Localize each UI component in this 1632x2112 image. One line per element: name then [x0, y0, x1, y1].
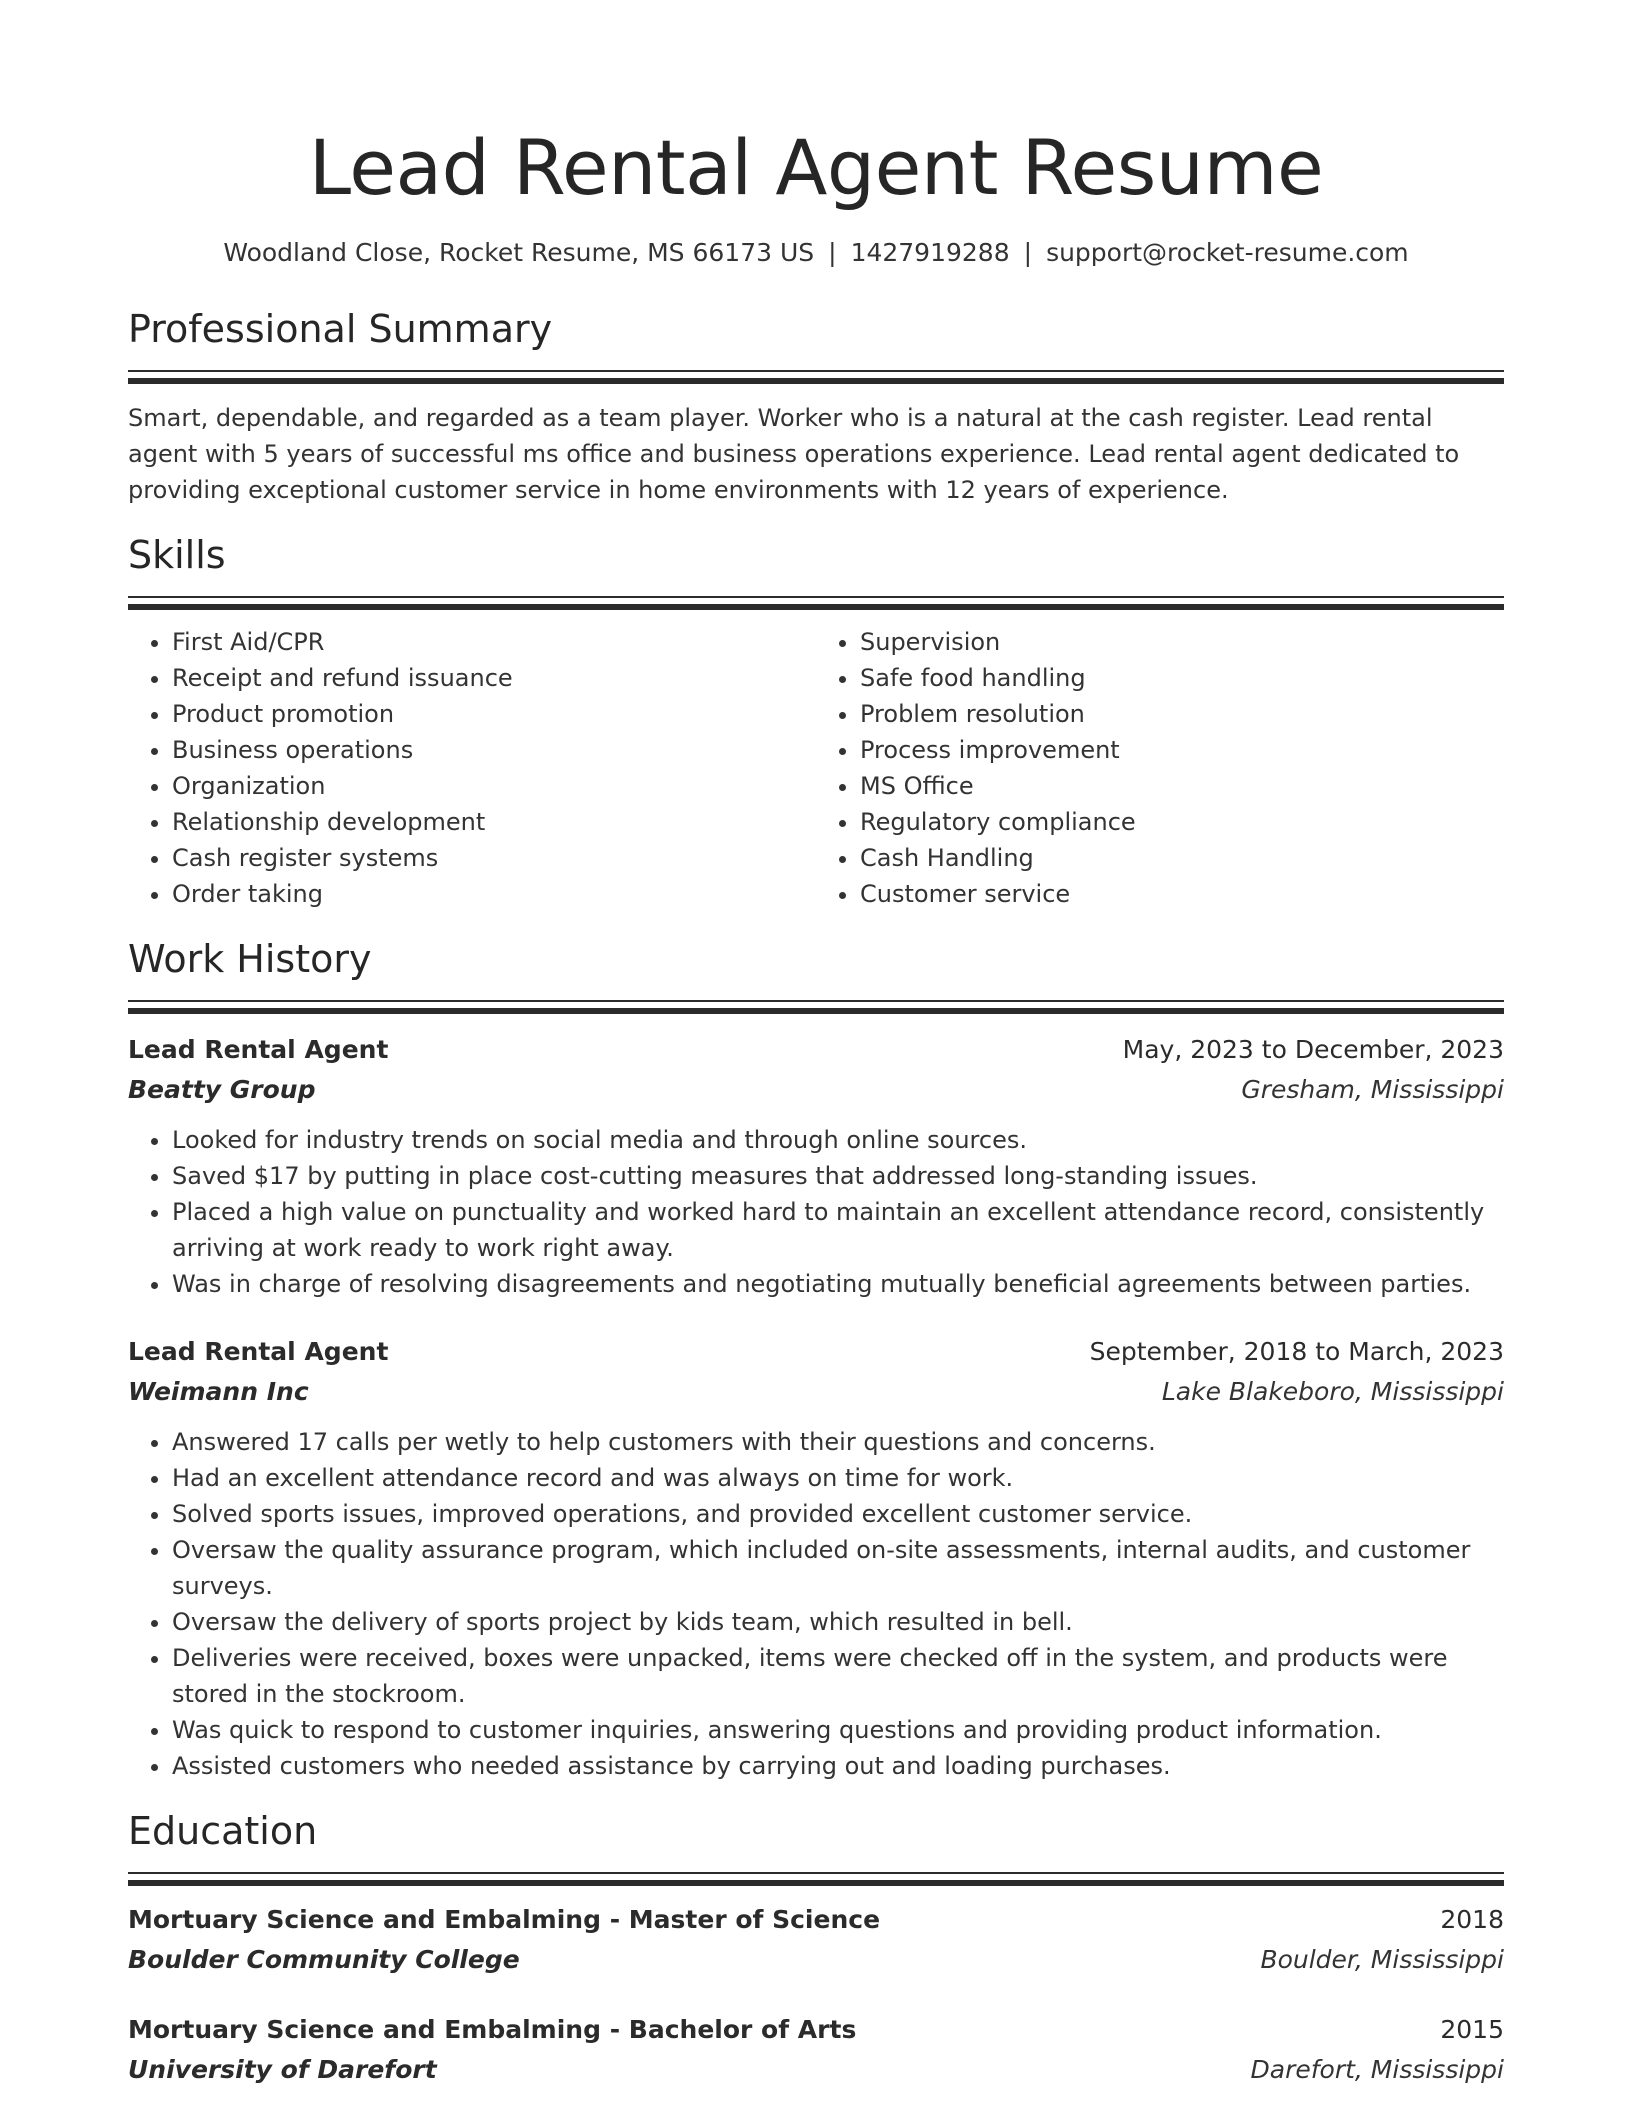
skills-list-right — [816, 624, 1504, 912]
job-bullet: • Placed a high value on punctuality and worked hard to maintain an excellent attendance record, consistently arriving at work ready to work right away. — [172, 1194, 1504, 1266]
job-entry — [128, 1332, 1504, 1784]
job-bullet: • Was in charge of resolving disagreements and negotiating mutually beneficial agreements between parties. — [172, 1266, 1504, 1302]
job-bullet: • Had an excellent attendance record and was always on time for work. — [172, 1460, 1504, 1496]
skill-item: • Supervision — [860, 624, 1504, 660]
education-school-row — [128, 1940, 1504, 1980]
education-section — [128, 1806, 1504, 2090]
summary-section — [128, 304, 1504, 508]
skill-item: • MS Office — [860, 768, 1504, 804]
skill-item: • Safe food handling — [860, 660, 1504, 696]
job-bullet: • Was quick to respond to customer inquiries, answering questions and providing product information. — [172, 1712, 1504, 1748]
contact-separator: | — [1023, 238, 1033, 267]
job-bullet: • Solved sports issues, improved operations, and provided excellent customer service. — [172, 1496, 1504, 1532]
education-entry — [128, 1900, 1504, 1980]
education-school-row — [128, 2050, 1504, 2090]
skill-item: • Problem resolution — [860, 696, 1504, 732]
job-bullet: • Answered 17 calls per wetly to help customers with their questions and concerns. — [172, 1424, 1504, 1460]
job-title: Lead Rental Agent — [128, 1035, 389, 1064]
job-company-row — [128, 1070, 1504, 1110]
section-heading-summary: Professional Summary — [128, 307, 553, 351]
section-divider — [128, 370, 1504, 384]
contact-line — [128, 236, 1504, 270]
job-bullet: • Oversaw the delivery of sports project by kids team, which resulted in bell. — [172, 1604, 1504, 1640]
job-header-row — [128, 1030, 1504, 1070]
job-header-row — [128, 1332, 1504, 1372]
work-section — [128, 934, 1504, 1784]
section-heading-education: Education — [128, 1809, 318, 1853]
skill-item: • Customer service — [860, 876, 1504, 912]
job-bullet: • Looked for industry trends on social media and through online sources. — [172, 1122, 1504, 1158]
skill-item: • Relationship development — [172, 804, 816, 840]
education-school: University of Darefort — [128, 2055, 437, 2084]
contact-address: Woodland Close, Rocket Resume, MS 66173 US — [223, 238, 815, 267]
education-location: Darefort, Mississippi — [1250, 2055, 1504, 2084]
job-bullets — [128, 1424, 1504, 1784]
skill-item: • Business operations — [172, 732, 816, 768]
skills-columns — [128, 624, 1504, 912]
job-bullet: • Saved $17 by putting in place cost-cutting measures that addressed long-standing issues. — [172, 1158, 1504, 1194]
job-title: Lead Rental Agent — [128, 1337, 389, 1366]
summary-text: Smart, dependable, and regarded as a team player. Worker who is a natural at the cash register. Lead rental agent with 5 years of successful ms office and business operations experience. Lead rental agent dedicated to providing exceptional customer service in home environments with 12 years of experience. — [128, 404, 1460, 504]
skill-item: • Regulatory compliance — [860, 804, 1504, 840]
skill-item: • Receipt and refund issuance — [172, 660, 816, 696]
section-heading-skills: Skills — [128, 533, 226, 577]
job-bullet: • Assisted customers who needed assistance by carrying out and loading purchases. — [172, 1748, 1504, 1784]
job-bullets — [128, 1122, 1504, 1302]
education-year: 2015 — [1440, 2015, 1504, 2044]
skill-item: • Cash Handling — [860, 840, 1504, 876]
contact-email: support@rocket-resume.com — [1046, 238, 1409, 267]
skill-item: • First Aid/CPR — [172, 624, 816, 660]
education-degree: Mortuary Science and Embalming - Bachelor of Arts — [128, 2015, 857, 2044]
skill-item: • Product promotion — [172, 696, 816, 732]
skill-item: • Order taking — [172, 876, 816, 912]
job-company-row — [128, 1372, 1504, 1412]
section-divider — [128, 1000, 1504, 1014]
job-location: Gresham, Mississippi — [1241, 1075, 1504, 1104]
resume-title: Lead Rental Agent Resume — [308, 123, 1324, 212]
education-entry — [128, 2010, 1504, 2090]
section-heading-work: Work History — [128, 937, 372, 981]
job-dates: September, 2018 to March, 2023 — [1089, 1337, 1504, 1366]
skill-item: • Process improvement — [860, 732, 1504, 768]
job-location: Lake Blakeboro, Mississippi — [1161, 1377, 1504, 1406]
job-entry — [128, 1030, 1504, 1302]
education-degree: Mortuary Science and Embalming - Master of Science — [128, 1905, 881, 1934]
job-bullet: • Deliveries were received, boxes were unpacked, items were checked off in the system, and products were stored in the stockroom. — [172, 1640, 1504, 1712]
section-divider — [128, 596, 1504, 610]
job-dates: May, 2023 to December, 2023 — [1122, 1035, 1504, 1064]
resume-page — [128, 0, 1504, 2090]
contact-phone: 1427919288 — [850, 238, 1010, 267]
job-company: Beatty Group — [128, 1075, 316, 1104]
skill-item: • Organization — [172, 768, 816, 804]
section-divider — [128, 1872, 1504, 1886]
education-header-row — [128, 1900, 1504, 1940]
education-header-row — [128, 2010, 1504, 2050]
education-location: Boulder, Mississippi — [1260, 1945, 1504, 1974]
contact-separator: | — [828, 238, 837, 267]
skills-list-left — [128, 624, 816, 912]
job-company: Weimann Inc — [128, 1377, 309, 1406]
education-year: 2018 — [1440, 1905, 1504, 1934]
education-school: Boulder Community College — [128, 1945, 520, 1974]
skill-item: • Cash register systems — [172, 840, 816, 876]
skills-section — [128, 530, 1504, 912]
job-bullet: • Oversaw the quality assurance program, which included on-site assessments, internal audits, and customer surveys. — [172, 1532, 1504, 1604]
